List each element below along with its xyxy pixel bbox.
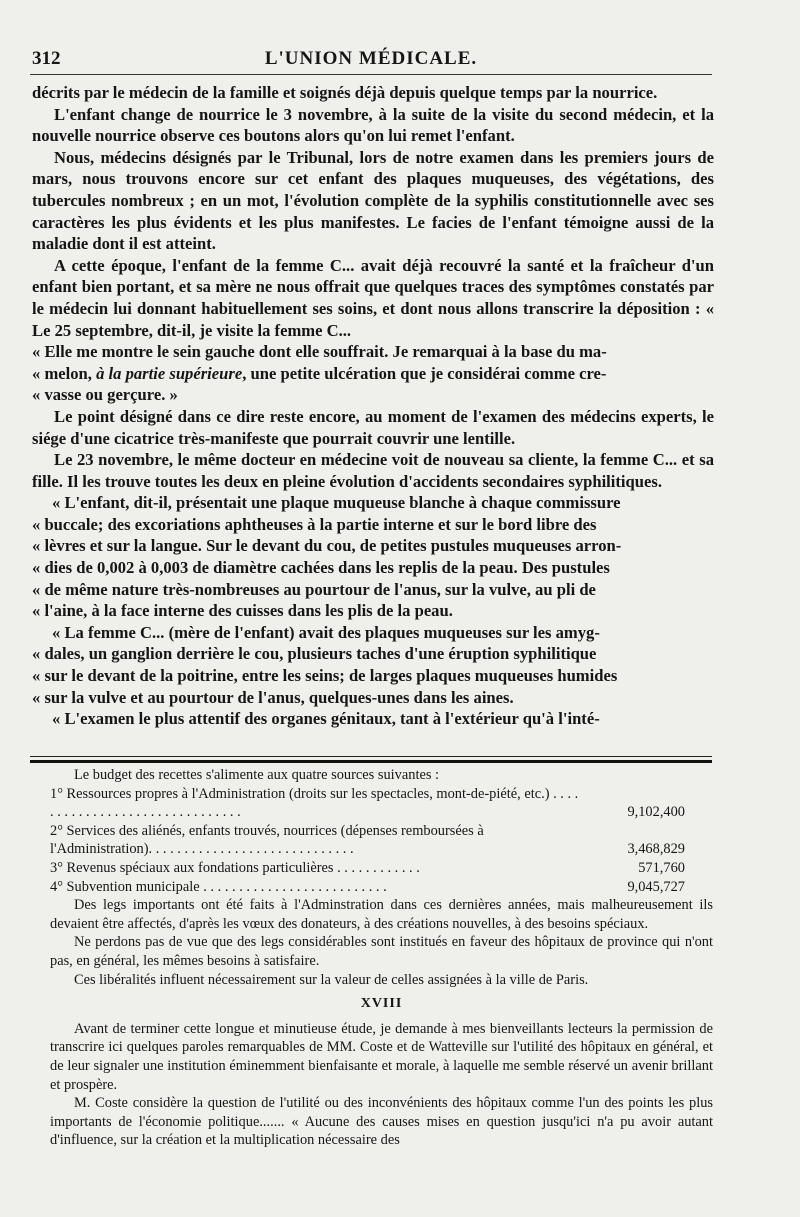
budget-label: 3° Revenus spéciaux aux fondations particulières . . . . . . . . . . . . — [50, 859, 420, 876]
quoted-deposition — [32, 341, 714, 406]
budget-item — [50, 822, 713, 859]
quote-line: « buccale; des excoriations aphtheuses à la partie interne et sur le bord libre des — [32, 514, 597, 534]
quote-line — [32, 363, 714, 385]
quote-block — [32, 492, 714, 622]
main-column — [32, 82, 714, 730]
paragraph: Le 23 novembre, le même docteur en médecine voit de nouveau sa cliente, la femme C... et sa fille. Il les trouve toutes les deux en pleine évolution d'accidents secondaires syphilitiques. — [32, 450, 714, 491]
paragraph: Ces libéralités influent nécessairement sur la valeur de celles assignées à la ville de Paris. — [74, 971, 589, 988]
paragraph: L'enfant change de nourrice le 3 novembre, à la suite de la visite du second médecin, et la nouvelle nourrice observe ces boutons alors qu'on lui remet l'enfant. — [32, 104, 714, 146]
paragraph: M. Coste considère la question de l'utilité ou des inconvénients des hôpitaux comme l'un des points les plus importants de l'économie politique....... « Aucune des causes mises en question jusqu'ici n'a pu avoir autant d'influence, sur la création et la multiplication nécessaire des — [50, 1095, 713, 1149]
quote-line: « lèvres et sur la langue. Sur le devant du cou, de petites pustules muqueuses arron- — [32, 536, 622, 556]
quote-line: « de même nature très-nombreuses au pourtour de l'anus, sur la vulve, au pli de — [32, 579, 596, 599]
quote-line: « La femme C... (mère de l'enfant) avait des plaques muqueuses sur les amyg- — [52, 622, 600, 642]
budget-amount: 9,102,400 — [627, 804, 685, 821]
feuilleton-separator — [30, 756, 712, 763]
budget-item — [50, 878, 713, 897]
quote-line: « Elle me montre le sein gauche dont elle souffrait. Je remarquai à la base du ma- — [32, 342, 607, 362]
budget-amount: 571,760 — [638, 859, 685, 876]
budget-label: 4° Subvention municipale . . . . . . . . . . . . . . . . . . . . . . . . . . — [50, 878, 387, 895]
paragraph: Des legs importants ont été faits à l'Adminstration dans ces dernières années, mais malheureusement ils devaient être affectés, d'après les vœux des donateurs, à des créations nouvelles, à des besoins spéciaux. — [50, 897, 713, 932]
paragraph: Ne perdons pas de vue que des legs considérables sont institués en faveur des hôpitaux de province qui n'ont pas, en général, les mêmes besoins à satisfaire. — [50, 934, 713, 969]
budget-item — [50, 785, 713, 822]
quote-line: « L'enfant, dit-il, présentait une plaque muqueuse blanche à chaque commissure — [52, 493, 621, 513]
feuilleton-column — [50, 766, 713, 1150]
quote-line: « vasse ou gerçure. » — [32, 385, 178, 405]
paragraph: A cette époque, l'enfant de la femme C... avait déjà recouvré la santé et la fraîcheur d'un enfant bien portant, et sa mère ne nous offrait que quelques traces des symptômes constatés par le médecin lui donnant habituellement ses soins, et dont nous allons transcrire la déposition : « Le 25 septembre, dit-il, je visite la femme C... — [32, 255, 714, 340]
budget-label: 2° Services des aliénés, enfants trouvés, nourrices (dépenses remboursées à l'Administration). . . . . . . . . . . . . . . . . . . . . . . . . . . . . — [50, 822, 484, 858]
budget-item — [50, 859, 713, 878]
quote-line: « L'examen le plus attentif des organes génitaux, tant à l'extérieur qu'à l'inté- — [52, 709, 600, 729]
paragraph: décrits par le médecin de la famille et soignés déjà depuis quelque temps par la nourrice. — [32, 83, 658, 102]
quote-italic-fragment: à la partie supérieure — [96, 363, 243, 383]
quote-block — [32, 622, 714, 730]
quote-line: « sur la vulve et au pourtour de l'anus, quelques-unes dans les aines. — [32, 687, 514, 707]
paragraph: Nous, médecins désignés par le Tribunal, lors de notre examen dans les premiers jours de mars, nous trouvons encore sur cet enfant des plaques muqueuses, des végétations, des tubercules nombreux ; en un mot, l'évolution complète de la syphilis constitutionnelle avec ses caractères les plus évidents et les plus manifestes. Le facies de l'enfant témoigne aussi de la maladie dont il est atteint. — [32, 147, 714, 254]
page-number: 312 — [32, 48, 61, 69]
quote-line: « dies de 0,002 à 0,003 de diamètre cachées dans les replis de la peau. Des pustules — [32, 558, 610, 578]
quote-fragment: « melon, — [32, 363, 97, 383]
section-heading: XVIII — [360, 996, 403, 1012]
quote-line: « dales, un ganglion derrière le cou, plusieurs taches d'une éruption syphilitique — [32, 644, 597, 664]
paragraph: Le budget des recettes s'alimente aux quatre sources suivantes : — [74, 767, 440, 783]
page-header — [30, 44, 712, 74]
budget-list — [50, 785, 713, 897]
budget-amount: 9,045,727 — [627, 878, 685, 895]
paragraph: Le point désigné dans ce dire reste encore, au moment de l'examen des médecins experts, le siége d'une cicatrice très-manifeste que pourrait couvrir une lentille. — [32, 406, 714, 448]
budget-label: 1° Ressources propres à l'Administration (droits sur les spectacles, mont-de-piété, etc.) . . . . . . . . . . . . . . . . . . . . . . . . . . . . . . . — [50, 785, 579, 821]
quote-line: « sur le devant de la poitrine, entre les seins; de larges plaques muqueuses humides — [32, 666, 618, 686]
budget-amount: 3,468,829 — [627, 841, 685, 858]
running-title: L'UNION MÉDICALE. — [264, 48, 478, 69]
header-rule — [30, 74, 712, 75]
paragraph: Avant de terminer cette longue et minutieuse étude, je demande à mes bienveillants lecteurs la permission de transcrire ici quelques paroles remarquables de MM. Coste et de Watteville sur l'utilité des hôpitaux en général, et de leur signaler une institution éminemment bienfaisante et morale, à laquelle me semble réservé un avenir brillant et prospère. — [50, 1020, 713, 1093]
quote-fragment: , une petite ulcération que je considérai comme cre- — [242, 363, 607, 383]
quote-line: « l'aine, à la face interne des cuisses dans les plis de la peau. — [32, 601, 453, 621]
